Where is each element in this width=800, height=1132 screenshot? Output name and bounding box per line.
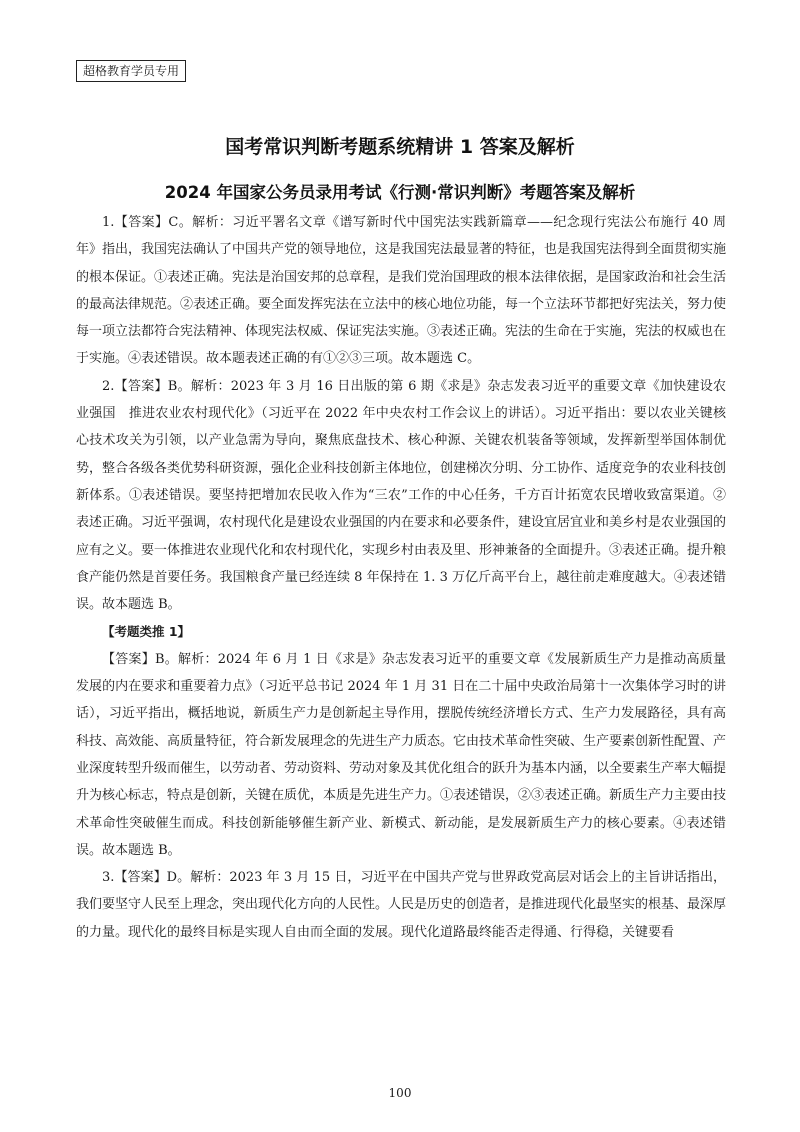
page-title: 国考常识判断考题系统精讲 1 答案及解析 <box>225 136 575 158</box>
answer-paragraph-2: 2.【答案】B。解析：2023 年 3 月 16 日出版的第 6 期《求是》杂志发表习近平的重要文章《加快建设农业强国 推进农业农村现代化》（习近平在 2022 年中央农村工作会议上的讲话）。习近平指出：要以农业关键核心技术攻关为引领，以产业急需为导向，聚焦底盘技术、核心种源、关键农机装备等领域，发挥新型举国体制优势，整合各级各类优势科研资源，强化企业科技创新主体地位，创建梯次分明、分工协作、适度竞争的农业科技创新体系。①表述错误。要坚持把增加农民收入作为“三农”工作的中心任务，千方百计拓宽农民增收致富渠道。②表述正确。习近平强调，农村现代化是建设农业强国的内在要求和必要条件，建设宜居宜业和美乡村是农业强国的应有之义。要一体推进农业现代化和农村现代化，实现乡村由表及里、形神兼备的全面提升。③表述正确。提升粮食产能仍然是首要任务。我国粮食产量已经连续 8 年保持在 1. 3 万亿斤高平台上，越往前走难度越大。④表述错误。故本题选 B。 <box>76 378 727 613</box>
header-tag: 超格教育学员专用 <box>76 60 186 82</box>
section-heading-similar-1: 【考题类推 1】 <box>102 624 191 640</box>
document-body <box>76 209 726 946</box>
page-number: 100 <box>388 1086 412 1100</box>
answer-paragraph-3: 3.【答案】D。解析：2023 年 3 月 15 日，习近平在中国共产党与世界政党高层对话会上的主旨讲话指出，我们要坚守人民至上理念，突出现代化方向的人民性。人民是历史的创造者，是推进现代化最坚实的根基、最深厚的力量。现代化的最终目标是实现人自由而全面的发展。现代化道路最终能否走得通、行得稳，关键要看 <box>76 870 727 940</box>
answer-paragraph-1: 1.【答案】C。解析：习近平署名文章《谱写新时代中国宪法实践新篇章——纪念现行宪法公布施行 40 周年》指出，我国宪法确认了中国共产党的领导地位，这是我国宪法最显著的特征，也是我国宪法得到全面贯彻实施的根本保证。①表述正确。宪法是治国安邦的总章程，是我们党治国理政的根本法律依据，是国家政治和社会生活的最高法律规范。②表述正确。要全面发挥宪法在立法中的核心地位功能，每一个立法环节都把好宪法关，努力使每一项立法都符合宪法精神、体现宪法权威、保证宪法实施。③表述正确。宪法的生命在于实施，宪法的权威也在于实施。④表述错误。故本题表述正确的有①②③三项。故本题选 C。 <box>76 215 727 367</box>
answer-paragraph-similar-1: 【答案】B。解析：2024 年 6 月 1 日《求是》杂志发表习近平的重要文章《发展新质生产力是推动高质量发展的内在要求和重要着力点》（习近平总书记 2024 年 1 月 31 日在二十届中央政治局第十一次集体学习时的讲话），习近平指出，概括地说，新质生产力是创新起主导作用，摆脱传统经济增长方式、生产力发展路径，具有高科技、高效能、高质量特征，符合新发展理念的先进生产力质态。它由技术革命性突破、生产要素创新性配置、产业深度转型升级而催生，以劳动者、劳动资料、劳动对象及其优化组合的跃升为基本内涵，以全要素生产率大幅提升为核心标志，特点是创新，关键在质优，本质是先进生产力。①表述错误，②③表述正确。新质生产力主要由技术革命性突破催生而成。科技创新能够催生新产业、新模式、新动能，是发展新质生产力的核心要素。④表述错误。故本题选 B。 <box>76 651 727 858</box>
page-subtitle: 2024 年国家公务员录用考试《行测·常识判断》考题答案及解析 <box>164 183 636 202</box>
